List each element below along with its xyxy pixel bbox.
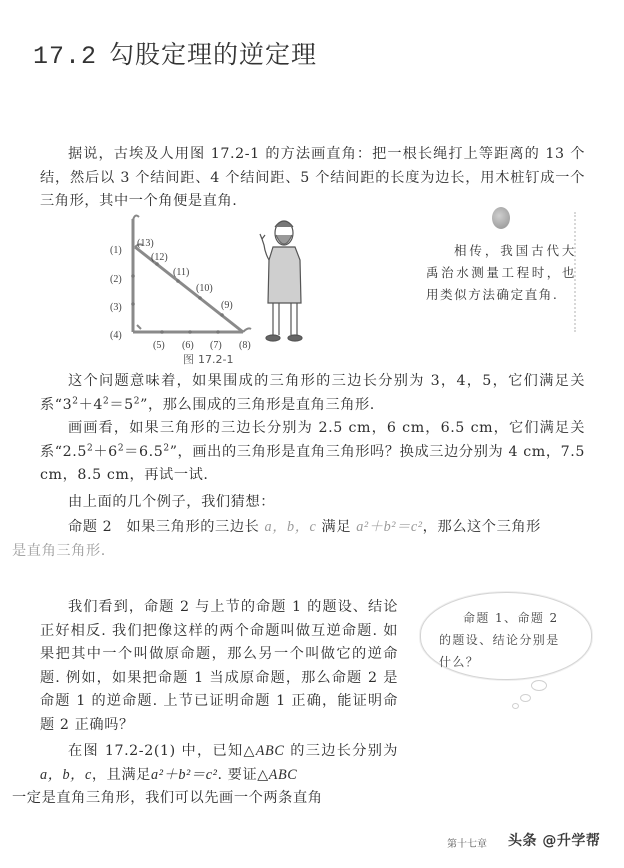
p5-equation: a²＋b²＝c² [356, 519, 423, 535]
p5-text-b: 满足 [321, 519, 352, 535]
knot-label-7: (7) [210, 340, 222, 351]
p7-text-c: ，且满足 [91, 766, 152, 783]
p3-text-b: ＋6 [93, 443, 118, 460]
p7-equation: a²＋b²＝c² [151, 766, 218, 783]
knot-label-2: (2) [110, 274, 122, 285]
knot-label-3: (3) [110, 302, 122, 313]
paragraph-345: 这个问题意味着，如果围成的三角形的三边长分别为 3，4，5，它们满足关系“$3^2+4^2=5^2$”，那么围成的三角形是直角三角形. [40, 373, 585, 413]
knot-label-8: (8) [239, 340, 251, 351]
p7-abc: ABC [255, 743, 285, 759]
footer-chapter: 第十七章 [447, 839, 487, 850]
p3-text-d: ”，画出的三角形是直角三角形吗？换成三边分别为 4 cm，7.5 cm，8.5 cm，再试一试. [40, 443, 586, 483]
bubble-tail-dot [531, 680, 547, 691]
figure-caption-label: 图 [183, 353, 194, 366]
p2-text-a: 这个问题意味着，如果围成的三角形的三边长分别为 3，4，5，它们满足关系“3 [40, 373, 585, 413]
p2-text-c: ＝5 [109, 396, 134, 413]
p2-text-d: ”，那么围成的三角形是直角三角形. [140, 396, 375, 413]
figure-caption-number: 17.2-1 [198, 353, 234, 366]
p7-text-d: . 要证△ [217, 766, 269, 783]
section-number: 17.2 [33, 41, 98, 71]
knot-label-4: (4) [110, 330, 122, 341]
p5-text-a: 如果三角形的三边长 [126, 519, 260, 535]
sidenote-box [412, 212, 576, 332]
proposition-2 [12, 516, 585, 563]
p7-text-e: 一定是直角三角形，我们可以先画一个两条直角 [12, 790, 323, 806]
p5-text-d: 是直角三角形. [12, 542, 106, 559]
paragraph-converse: 我们看到，命题 2 与上节的命题 1 的题设、结论正好相反. 我们把像这样的两个命题叫做互逆命题. 如果把其中一个叫做原命题，那么另一个叫做它的逆命题. 例如，如果把命题 1 当成原命题，那么命题 2 是命题 1 的逆命题. 上节已证明命题 1 正确，能证明命题 2 正确吗？ [40, 599, 398, 733]
p5-text-c: ，那么这个三角形 [422, 519, 541, 535]
knot-label-11: (11) [173, 267, 190, 278]
watermark: 头条 @升学帮 [508, 833, 601, 849]
paragraph-proof-setup [12, 740, 398, 811]
bubble-tail-dot [520, 694, 531, 702]
knot-label-9: (9) [221, 300, 233, 311]
egyptian-man-illustration [260, 221, 302, 341]
thought-bubble-text: 命题 1、命题 2 的题设、结论分别是什么？ [439, 611, 560, 669]
p7-abc-2: ABC [268, 766, 298, 783]
sidenote-text: 相传，我国古代大禹治水测量工程时，也用类似方法确定直角. [426, 243, 576, 302]
section-title [33, 35, 317, 71]
proposition-label: 命题 2 [68, 519, 113, 535]
thought-bubble [420, 592, 592, 680]
p7-vars: a，b，c [40, 766, 92, 783]
knot-label-12: (12) [151, 252, 168, 263]
knot-label-6: (6) [182, 340, 194, 351]
knot-label-1: (1) [110, 245, 122, 256]
p3-text-c: ＝6.5 [124, 443, 164, 460]
p7-text-a: 在图 17.2-2(1) 中，已知△ [68, 743, 256, 759]
knot-label-5: (5) [153, 340, 165, 351]
p2-text-b: ＋4 [78, 396, 104, 413]
figure-caption [183, 351, 233, 367]
paragraph-try-it: 画画看，如果三角形的三边长分别为 2.5 cm，6 cm，6.5 cm，它们满足关系“$2.5^2+6^2=6.5^2$”，画出的三角形是直角三角形吗？换成三边分别为 4 cm，7.5 cm，8.5 cm，再试一试. [40, 420, 586, 483]
rope-triangle-illustration [105, 205, 305, 370]
pushpin-icon [492, 207, 510, 229]
p3-text-a: 画画看，如果三角形的三边长分别为 2.5 cm，6 cm，6.5 cm，它们满足关系“2.5 [40, 420, 585, 460]
knot-label-13: (13) [137, 238, 154, 249]
section-title-text: 勾股定理的逆定理 [109, 39, 318, 69]
bubble-tail-dot [512, 703, 519, 709]
knot-label-10: (10) [196, 283, 213, 294]
p7-text-b: 的三边长分别为 [284, 743, 398, 759]
paragraph-intro: 据说，古埃及人用图 17.2-1 的方法画直角：把一根长绳打上等距离的 13 个结，然后以 3 个结间距、4 个结间距、5 个结间距的长度为边长，用木桩钉成一个三角形，其中一个角便是直角. [40, 146, 585, 209]
figure-knotted-rope-triangle [105, 205, 305, 370]
paragraph-conjecture: 由上面的几个例子，我们猜想： [68, 494, 276, 510]
p5-vars: a，b，c [264, 519, 317, 535]
